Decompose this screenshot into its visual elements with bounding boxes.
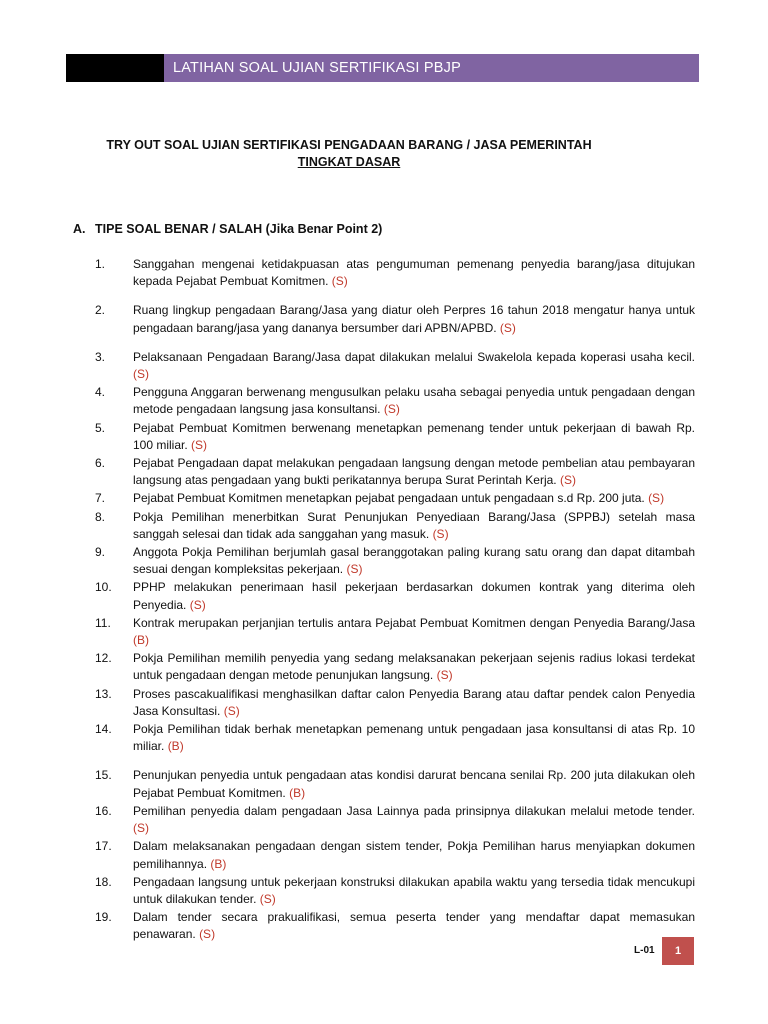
question-item [66, 544, 695, 578]
question-item [66, 579, 695, 613]
question-text: Ruang lingkup pengadaan Barang/Jasa yang diatur oleh Perpres 16 tahun 2018 mengatur hanya untuk pengadaan barang/jasa yang dananya bersumber dari APBN/APBD. [133, 303, 695, 335]
answer-label: (S) [133, 367, 149, 382]
answer-label: (S) [436, 668, 453, 683]
question-text: Pokja Pemilihan memilih penyedia yang sedang melaksanakan pekerjaan sejenis radius lokasi terdekat untuk pengadaan dengan metode penunjukan langsung. [133, 651, 695, 683]
question-item [66, 686, 695, 720]
question-text: Pengguna Anggaran berwenang mengusulkan pelaku usaha sebagai penyedia untuk pengadaan dengan metode pengadaan langsung jasa konsultansi. [133, 385, 695, 417]
question-text: Sanggahan mengenai ketidakpuasan atas pengumuman pemenang penyedia barang/jasa ditujukan kepada Pejabat Pembuat Komitmen. [133, 257, 695, 289]
question-item [66, 615, 695, 649]
question-item [66, 256, 695, 290]
answer-label: (S) [189, 597, 206, 612]
answer-label: (S) [499, 320, 516, 335]
header-black-block [66, 54, 164, 82]
question-text: Pejabat Pembuat Komitmen menetapkan pejabat pengadaan untuk pengadaan s.d Rp. 200 juta. [133, 491, 645, 506]
question-text: Pokja Pemilihan menerbitkan Surat Penunjukan Penyediaan Barang/Jasa (SPPBJ) setelah masa sanggah selesai dan tidak ada sanggahan yang masuk. [133, 509, 695, 541]
title-line-2: TINGKAT DASAR [297, 155, 401, 169]
question-number: 9. [95, 545, 106, 560]
question-number: 19. [95, 910, 112, 925]
header-title: LATIHAN SOAL UJIAN SERTIFIKASI PBJP [164, 54, 699, 82]
answer-label: (S) [133, 821, 149, 836]
question-number: 13. [95, 686, 112, 701]
question-number: 7. [95, 491, 106, 506]
answer-label: (S) [199, 927, 216, 942]
question-number: 8. [95, 509, 106, 524]
answer-label: (S) [191, 437, 208, 452]
question-text: Kontrak merupakan perjanjian tertulis antara Pejabat Pembuat Komitmen dengan Penyedia Barang/Jasa [133, 615, 695, 630]
page-header-bar [66, 54, 699, 82]
answer-label: (B) [133, 633, 149, 648]
question-number: 3. [95, 349, 106, 364]
answer-label: (S) [223, 703, 240, 718]
answer-label: (S) [346, 562, 363, 577]
question-number: 5. [95, 420, 106, 435]
question-item [66, 909, 695, 943]
question-number: 6. [95, 456, 106, 471]
answer-label: (B) [167, 739, 184, 754]
answer-label: (S) [259, 891, 276, 906]
question-text: PPHP melakukan penerimaan hasil pekerjaan berdasarkan dokumen kontrak yang diterima oleh Penyedia. [133, 580, 695, 612]
question-item [66, 874, 695, 908]
question-number: 16. [95, 803, 112, 818]
question-text: Pengadaan langsung untuk pekerjaan konstruksi dilakukan apabila waktu yang tersedia tidak mencukupi untuk dilakukan tender. [133, 874, 695, 906]
question-number: 12. [95, 651, 112, 666]
question-text: Dalam tender secara prakualifikasi, semua peserta tender yang mendaftar dapat memasukan penawaran. [133, 910, 695, 942]
question-text: Pokja Pemilihan tidak berhak menetapkan pemenang untuk pengadaan jasa konsultansi di atas Rp. 10 miliar. [133, 722, 695, 754]
answer-label: (S) [432, 526, 449, 541]
question-number: 14. [95, 722, 112, 737]
answer-label: (B) [289, 785, 306, 800]
document-title [66, 137, 632, 171]
question-item [66, 349, 695, 383]
question-item [66, 721, 695, 755]
question-number: 15. [95, 768, 112, 783]
page-number: 1 [662, 937, 694, 965]
title-line-1: TRY OUT SOAL UJIAN SERTIFIKASI PENGADAAN BARANG / JASA PEMERINTAH [106, 138, 592, 152]
question-number: 17. [95, 839, 112, 854]
page-label: L-01 [634, 945, 655, 956]
question-text: Pejabat Pembuat Komitmen berwenang menetapkan pemenang tender untuk pekerjaan di bawah Rp. 100 miliar. [133, 420, 695, 452]
question-item [66, 803, 695, 837]
question-item [66, 509, 695, 543]
section-letter: A. [73, 222, 86, 236]
question-item [66, 767, 695, 801]
question-item [66, 384, 695, 418]
section-heading [73, 222, 382, 236]
question-number: 1. [95, 257, 106, 271]
question-text: Anggota Pokja Pemilihan berjumlah gasal beranggotakan paling kurang satu orang dan dapat ditambah sesuai dengan kompleksitas pekerjaan. [133, 545, 695, 577]
question-number: 18. [95, 874, 112, 889]
question-list [66, 256, 695, 945]
question-item [66, 455, 695, 489]
answer-label: (S) [559, 473, 576, 488]
answer-label: (B) [210, 856, 227, 871]
answer-label: (S) [383, 402, 400, 417]
question-text: Dalam melaksanakan pengadaan dengan sistem tender, Pokja Pemilihan harus menyiapkan dokumen pemilihannya. [133, 839, 695, 871]
answer-label: (S) [648, 491, 665, 506]
section-title: TIPE SOAL BENAR / SALAH (Jika Benar Point 2) [95, 222, 383, 236]
question-text: Pemilihan penyedia dalam pengadaan Jasa Lainnya pada prinsipnya dilakukan melalui metode tender. [133, 803, 695, 818]
question-text: Pejabat Pengadaan dapat melakukan pengadaan langsung dengan metode pembelian atau pembayaran langsung atas pengadaan yang bukti perikatannya berupa Surat Perintah Kerja. [133, 456, 695, 488]
question-text: Pelaksanaan Pengadaan Barang/Jasa dapat dilakukan melalui Swakelola kepada koperasi usaha kecil. [133, 349, 695, 364]
question-number: 10. [95, 580, 112, 595]
question-item [66, 490, 695, 507]
answer-label: (S) [331, 274, 348, 289]
question-text: Proses pascakualifikasi menghasilkan daftar calon Penyedia Barang atau daftar pendek calon Penyedia Jasa Konsultasi. [133, 686, 695, 718]
question-item [66, 838, 695, 872]
question-item [66, 302, 695, 336]
question-number: 11. [95, 615, 111, 630]
question-item [66, 420, 695, 454]
question-item [66, 650, 695, 684]
question-text: Penunjukan penyedia untuk pengadaan atas kondisi darurat bencana senilai Rp. 200 juta dilakukan oleh Pejabat Pembuat Komitmen. [133, 768, 695, 800]
question-number: 4. [95, 385, 106, 400]
question-number: 2. [95, 303, 106, 318]
